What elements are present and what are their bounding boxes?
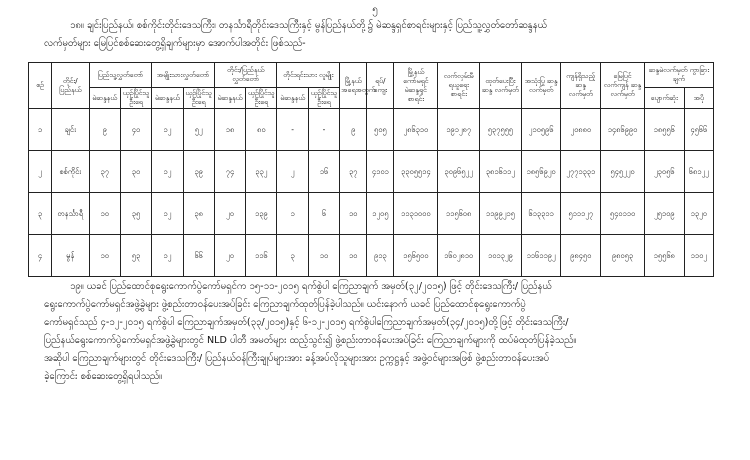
paragraph-19-line-4: ပြည်နယ်ရွေးကောက်ပွဲကော်မရှင်အဖွဲ့ခွဲများတွင် NLD ပါတီ အမတ်များ ထည့်သွင်း၍ ဖွဲ့စည်းတာဝန်ပေးအပ်ခြင်း ကြေညာချက်များကို ထပ်မံထုတ်ပြန်ခဲ့သည်။ [44,335,577,346]
col-header-difference: ဆန္ဒမဲလက်မှတ် ကွာခြားချက် [644,63,713,88]
cell-voters: ၁၅၆၅၀၀ [394,235,438,277]
sub-header-constituency: မဲဆန္ဒနယ် [214,88,245,109]
cell-applied: ၃၀၉၆၅၂၂ [438,151,480,193]
cell-missing: ၅၄၀၁၁၀ [601,193,645,235]
cell-issued: ၁၁၆၁၁၉၂ [521,235,561,277]
cell-wards: ၅၀၅ [367,109,394,151]
col-header-applied: လက်လှမ်းမီ ရယူရေး စာရင်း [438,63,480,109]
paragraph-19-line-6: ခဲ့ကြောင်း စစ်ဆေးတွေ့ရှိရပါသည်။ [44,371,163,382]
cell-no: ၁ [29,109,52,151]
cell-extra: ၆၈၁၂၂ [684,151,713,193]
table-row [29,109,714,151]
sub-header-candidates: ယှဉ်ပြိုင်သူ ဦးရေ [308,88,339,109]
cell-regional-candidates: ၃၃၂ [246,151,277,193]
sub-header-candidates: ယှဉ်ပြိုင်သူ ဦးရေ [120,88,151,109]
cell-townships: ၃၇ [340,151,367,193]
paragraph-19-line-5: အဆိုပါ ကြေညာချက်များတွင် တိုင်းဒေသကြီး/ ပြည်နယ်ဝန်ကြီးချုပ်များအား ခန့်အပ်လိုသူများအား ဥက္ကဋ္ဌနှင့် အဖွဲ့ဝင်များအဖြစ် ဖွဲ့စည်းတာဝန်ပေးအပ် [44,353,550,364]
cell-extra: ၁၃၂၀ [684,193,713,235]
cell-ethnic-constituency: ၁ [277,193,308,235]
cell-regional-constituency: ၁၈ [214,109,245,151]
paragraph-19-line-2: ရွေးကောက်ပွဲကော်မရှင်အဖွဲ့ခွဲများ ဖွဲ့စည်းတာဝန်ပေးအပ်ခြင်း ကြေညာချက်ထုတ်ပြန်ခဲ့ပါသည်။ ယင်းနောက် ယခင် ပြည်ထောင်စုရွေးကောက်ပွဲ [44,299,526,310]
cell-wards: ၄၁၀၁ [367,151,394,193]
cell-region: စစ်ကိုင်း [51,151,89,193]
voter-list-table [28,62,714,277]
cell-missing: ၅၄၅၂၂၀ [601,151,645,193]
cell-voters: ၃၃၀၅၅၁၄ [394,151,438,193]
cell-pyithu-candidates: ၅၃ [120,235,151,277]
cell-regional-constituency: ၇၄ [214,151,245,193]
col-header-certified: ထုတ်ပေးပြီး ဆန္ဒ လက်မှတ် [479,63,521,109]
cell-issued: ၁၈၅၆၉၂၀ [521,151,561,193]
cell-remaining: ၂၀၈၈၀ [561,109,601,151]
col-header-remaining: ကျန်ရှိသည့် ဆန္ဒ လက်မှတ် [561,63,601,109]
cell-ethnic-constituency: ၂ [277,151,308,193]
cell-certified: ၁၀၁၃၂၉ [479,235,521,277]
col-header-missing: မြေပြင် လက်ကျန် ဆန္ဒ လက်မှတ် [601,63,645,109]
cell-lost: ၂၅၁၀၉ [644,193,684,235]
col-header-townships: မြို့နယ် အရေအတွက် [340,63,367,109]
cell-remaining: ၅၁၁၁၂၇ [561,193,601,235]
cell-pyithu-candidates: ၃၅ [120,193,151,235]
cell-townships: ၁၀ [340,193,367,235]
cell-remaining: ၉၈၄၅၀ [561,235,601,277]
cell-region: မွန် [51,235,89,277]
cell-amyotha-candidates: ၆၆ [183,235,214,277]
cell-ethnic-candidates: ၆ [308,193,339,235]
sub-header-candidates: ယှဉ်ပြိုင်သူ ဦးရေ [246,88,277,109]
cell-amyotha-candidates: ၃၈ [183,193,214,235]
cell-no: ၃ [29,193,52,235]
sub-header-constituency: မဲဆန္ဒနယ် [152,88,183,109]
cell-regional-candidates: ၁၁၆ [246,235,277,277]
cell-certified: ၁၁၉၉၂၁၅ [479,193,521,235]
cell-amyotha-candidates: ၃၉ [183,151,214,193]
cell-issued: ၆၁၃၃၁၁ [521,193,561,235]
cell-ethnic-constituency: ၃ [277,235,308,277]
paragraph-19-line-1: ၁၉။ ယခင် ပြည်ထောင်စုရွေးကောက်ပွဲကော်မရှင်က ၁၅-၁၁-၂၀၁၅ ရက်စွဲပါ ကြေညာချက် အမှတ်(၃၂/၂၀၁၅) ဖြင့် တိုင်းဒေသကြီး/ ပြည်နယ် [70,281,552,292]
cell-certified: ၃၈၁၆၁၁၂ [479,151,521,193]
cell-townships: ၁၀ [340,235,367,277]
cell-region: တနင်္သာရီ [51,193,89,235]
cell-remaining: ၂၇၇၁၃၃၁ [561,151,601,193]
col-header-no: စဉ် [29,63,52,109]
cell-no: ၂ [29,151,52,193]
col-header-region: တိုင်း/ ပြည်နယ် [51,63,89,109]
cell-pyithu-constituency: ၁၀ [89,193,120,235]
cell-lost: ၂၃၀၅၆ [644,151,684,193]
paragraph-18-line-2: လက်မှတ်များ မြေပြင်စစ်ဆေးတွေ့ရှိချက်များမှာ အောက်ပါအတိုင်း ဖြစ်သည်- [44,38,306,49]
cell-regional-constituency: ၂၀ [214,193,245,235]
cell-lost: ၁၅၅၆၈ [644,235,684,277]
cell-ethnic-constituency: - [277,109,308,151]
cell-pyithu-candidates: ၃၀ [120,151,151,193]
paragraph-18-line-1: ၁၈။ ချင်းပြည်နယ်၊ စစ်ကိုင်းတိုင်းဒေသကြီး၊ တနင်္သာရီတိုင်းဒေသကြီးနှင့် မွန်ပြည်နယ်တို့၌ မဲဆန္ဒရှင်စာရင်းများနှင့် ပြည်သူ့လွှတ်တော်ဆန္ဒနယ် [70,20,547,31]
cell-amyotha-constituency: ၁၂ [152,235,183,277]
cell-amyotha-constituency: ၁၂ [152,193,183,235]
cell-pyithu-constituency: ၉ [89,109,120,151]
cell-applied: ၁၉၁၂၈၇ [438,109,480,151]
cell-townships: ၉ [340,109,367,151]
col-header-pyithu: ပြည်သူ့လွှတ်တော် [89,63,152,88]
cell-regional-candidates: ၈၀ [246,109,277,151]
col-header-ethnic: တိုင်းရင်းသား လူမျိုး [277,63,340,88]
table-row [29,151,714,193]
cell-wards: ၁၂၀၅ [367,193,394,235]
cell-voters: ၁၁၃၁၀၀၀ [394,193,438,235]
paragraph-19 [44,278,708,386]
cell-no: ၄ [29,235,52,277]
cell-regional-constituency: ၂၀ [214,235,245,277]
col-header-wards: ရပ်/ ကျေး [367,63,394,109]
cell-missing: ၁၄၈၆၉၉၀ [601,109,645,151]
cell-ethnic-candidates: ၁၀ [308,235,339,277]
cell-regional-candidates: ၁၃၉ [246,193,277,235]
table-row [29,193,714,235]
cell-applied: ၁၁၅၆၀၈ [438,193,480,235]
cell-extra: ၄၅၆၆ [684,109,713,151]
cell-extra: ၁၁၀၂ [684,235,713,277]
sub-header-candidates: ယှဉ်ပြိုင်သူ ဦးရေ [183,88,214,109]
cell-ethnic-candidates: - [308,109,339,151]
cell-pyithu-candidates: ၄၀ [120,109,151,151]
cell-lost: ၁၈၅၅၆ [644,109,684,151]
col-header-amyotha: အမျိုးသားလွှတ်တော် [152,63,215,88]
cell-wards: ၉၁၃ [367,235,394,277]
cell-region: ချင်း [51,109,89,151]
cell-missing: ၉၈၀၅၃ [601,235,645,277]
cell-voters: ၂၈၆၃၁၀ [394,109,438,151]
cell-pyithu-constituency: ၁၀ [89,235,120,277]
cell-amyotha-candidates: ၅၂ [183,109,214,151]
cell-ethnic-candidates: ၁၆ [308,151,339,193]
sub-header-lost: ပျောက်ဆုံး [644,88,684,109]
col-header-voters: မြို့နယ် ကော်မရှင် မဲဆန္ဒရှင် စာရင်း [394,63,438,109]
col-header-issued: အသုံးပြု ဆန္ဒ လက်မှတ် [521,63,561,109]
cell-certified: ၅၃၇၅၅၅ [479,109,521,151]
sub-header-extra: အပို [684,88,713,109]
sub-header-constituency: မဲဆန္ဒနယ် [277,88,308,109]
table-row [29,235,714,277]
cell-amyotha-constituency: ၁၂ [152,151,183,193]
col-header-regional: တိုင်း/ပြည်နယ် လွှတ်တော် [214,63,277,88]
cell-applied: ၁၆၀၂၈၁၀ [438,235,480,277]
cell-issued: ၂၁၀၅၉၆ [521,109,561,151]
cell-amyotha-constituency: ၁၂ [152,109,183,151]
paragraph-19-line-3: ကော်မရှင်သည် ၄-၁၂-၂၀၁၅ ရက်စွဲပါ ကြေညာချက်အမှတ်(၃၃/၂၀၁၅)နှင့် ၆-၁၂-၂၀၁၅ ရက်စွဲပါကြေညာချက်အမှတ်(၃၄/၂၀၁၅)တို့ဖြင့် တိုင်းဒေသကြီး/ [44,317,569,328]
cell-pyithu-constituency: ၃၇ [89,151,120,193]
page-number: ၅ [372,4,378,15]
sub-header-constituency: မဲဆန္ဒနယ် [89,88,120,109]
